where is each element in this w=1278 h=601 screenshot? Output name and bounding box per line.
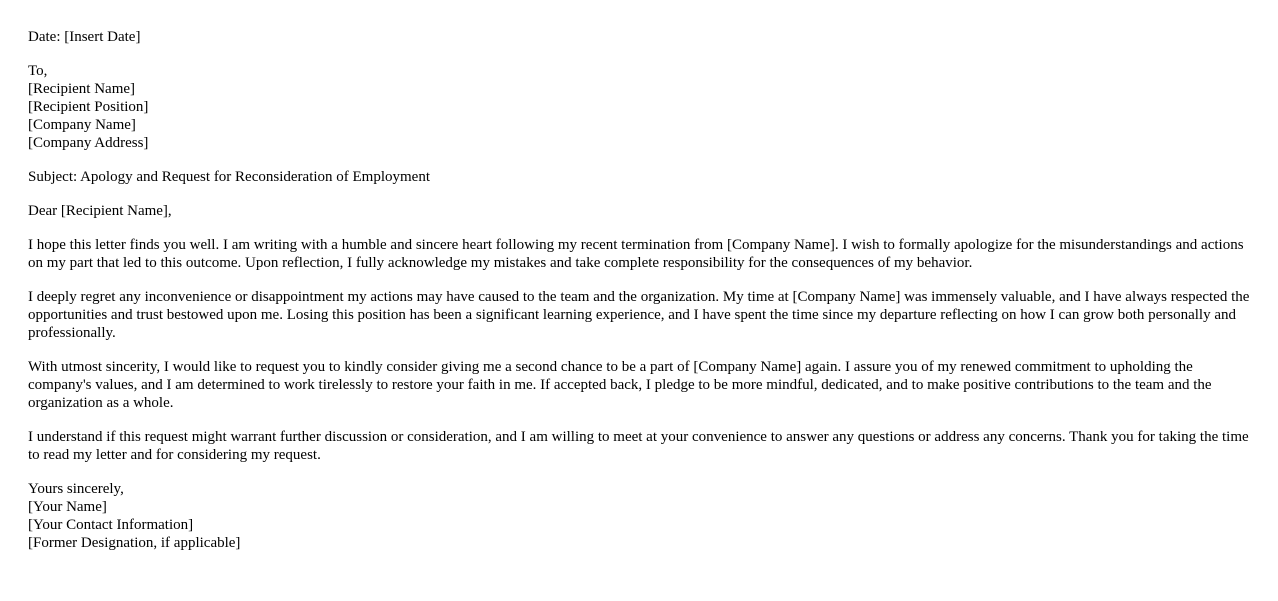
greeting-line: Dear [Recipient Name], — [28, 203, 172, 219]
subject-block — [28, 168, 1252, 186]
former-designation: [Former Designation, if applicable] — [28, 535, 241, 551]
greeting-block — [28, 202, 1252, 220]
body-paragraph-4: I understand if this request might warrant further discussion or consideration, and I am willing to meet at your convenience to answer any questions or address any concerns. Thank you for taking the time to read my letter and for considering my request. — [28, 429, 1249, 463]
recipient-position: [Recipient Position] — [28, 99, 149, 115]
signoff-line: Yours sincerely, — [28, 481, 124, 497]
recipient-name: [Recipient Name] — [28, 81, 136, 97]
letter-document — [28, 28, 1252, 568]
body-paragraph-1: I hope this letter finds you well. I am writing with a humble and sincere heart following my recent termination from [Company Name]. I wish to formally apologize for the misunderstandings and actions on my part that led to this outcome. Upon reflection, I fully acknowledge my mistakes and take complete responsibility for the consequences of my behavior. — [28, 237, 1244, 271]
body-paragraph-3: With utmost sincerity, I would like to request you to kindly consider giving me a second chance to be a part of [Company Name] again. I assure you of my renewed commitment to upholding the company's values, and I am determined to work tirelessly to restore your faith in me. If accepted back, I pledge to be more mindful, dedicated, and to make positive contributions to the team and the organization as a whole. — [28, 359, 1212, 411]
your-contact-information: [Your Contact Information] — [28, 517, 194, 533]
company-name: [Company Name] — [28, 117, 136, 133]
body-paragraph-2: I deeply regret any inconvenience or disappointment my actions may have caused to the team and the organization. My time at [Company Name] was immensely valuable, and I have always respected the opportunities and trust bestowed upon me. Losing this position has been a significant learning experience, and I have spent the time since my departure reflecting on how I can grow both personally and professionally. — [28, 289, 1250, 341]
your-name: [Your Name] — [28, 499, 107, 515]
closing-block — [28, 480, 1252, 552]
recipient-address-block — [28, 62, 1252, 152]
company-address: [Company Address] — [28, 135, 149, 151]
date-block — [28, 28, 1252, 46]
to-salutation: To, — [28, 63, 48, 79]
date-line: Date: [Insert Date] — [28, 29, 141, 45]
subject-line: Subject: Apology and Request for Reconsideration of Employment — [28, 169, 431, 185]
